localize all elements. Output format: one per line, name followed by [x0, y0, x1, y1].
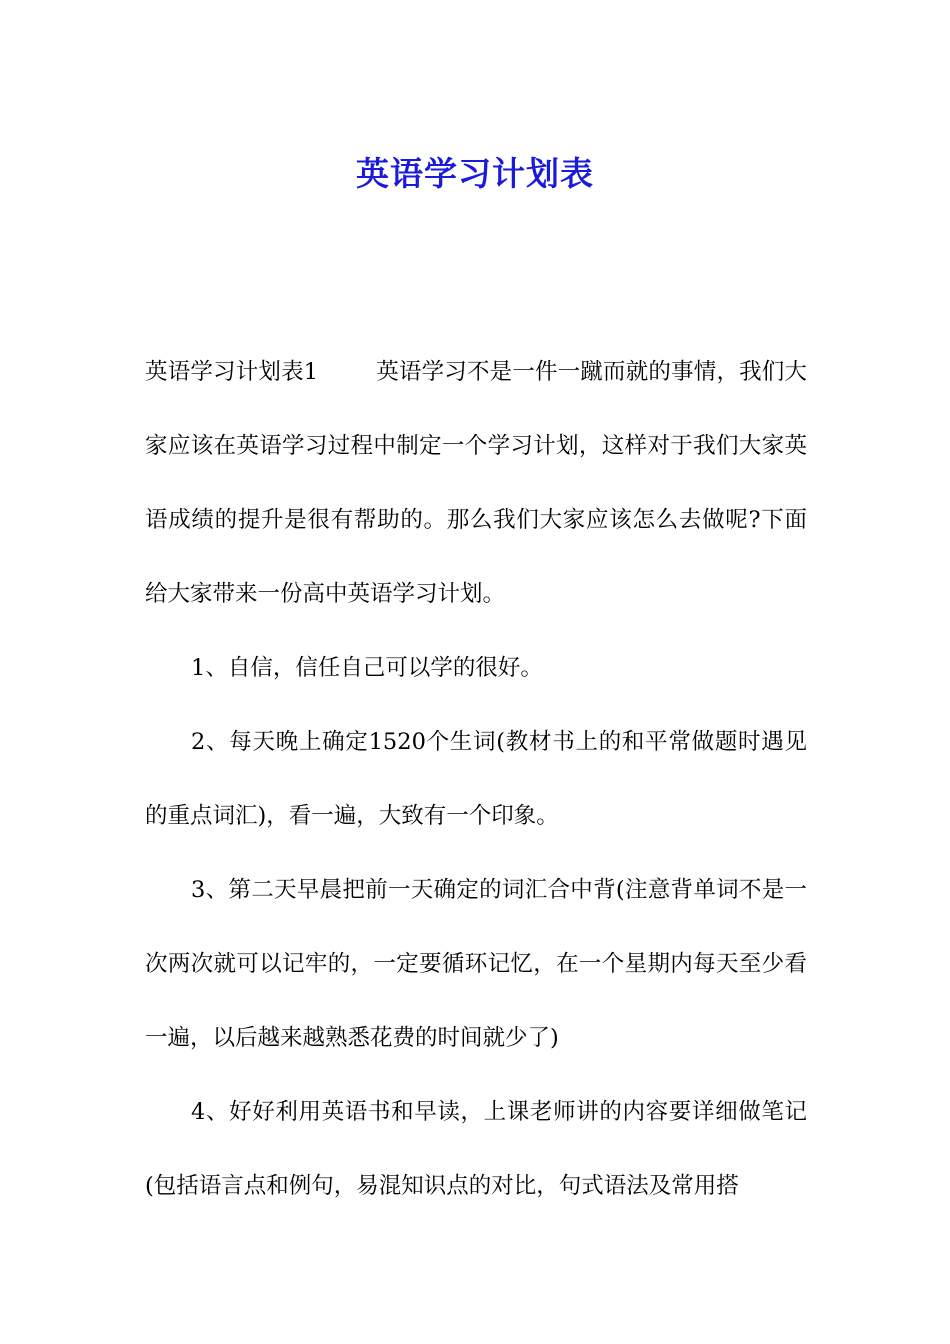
document-body	[145, 335, 807, 1223]
intro-paragraph	[145, 335, 807, 631]
document-title: 英语学习计划表	[356, 154, 594, 194]
section-heading: 英语学习计划表1	[145, 359, 319, 385]
list-item-3: 3、第二天早晨把前一天确定的词汇合中背(注意背单词不是一次两次就可以记牢的，一定要循环记忆，在一个星期内每天至少看一遍，以后越来越熟悉花费的时间就少了)	[145, 877, 807, 1051]
list-item-2: 2、每天晚上确定1520个生词(教材书上的和平常做题时遇见的重点词汇)，看一遍，大致有一个印象。	[145, 729, 807, 829]
intro-text: 英语学习不是一件一蹴而就的事情，我们大家应该在英语学习过程中制定一个学习计划，这样对于我们大家英语成绩的提升是很有帮助的。那么我们大家应该怎么去做呢?下面给大家带来一份高中英语学习计划。	[145, 359, 807, 607]
list-item-1: 1、自信，信任自己可以学的很好。	[191, 655, 543, 681]
list-item-4: 4、好好利用英语书和早读，上课老师讲的内容要详细做笔记(包括语言点和例句，易混知识点的对比，句式语法及常用搭	[145, 1099, 807, 1199]
